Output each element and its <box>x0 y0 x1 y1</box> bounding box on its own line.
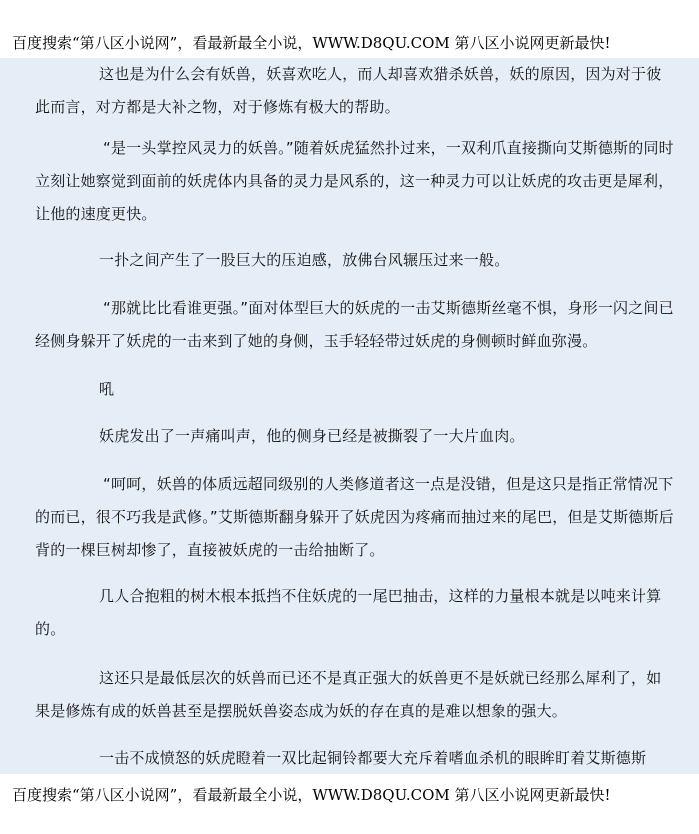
paragraph-7: “呵呵，妖兽的体质远超同级别的人类修道者这一点是没错，但是这只是指正常情况下的而已，很不巧我是武修。”艾斯德斯翻身躲开了妖虎因为疼痛而抽过来的尾巴，但是艾斯德斯后背的一棵巨树却惨了，直接被妖虎的一击给抽断了。 <box>35 475 674 559</box>
paragraph-3: 一扑之间产生了一股巨大的压迫感，放佛台风辗压过来一般。 <box>99 251 510 269</box>
chapter-content <box>0 58 699 774</box>
paragraph-2: “是一头掌控风灵力的妖兽。”随着妖虎猛然扑过来，一双利爪直接撕向艾斯德斯的同时立刻让她察觉到面前的妖虎体内具备的灵力是风系的，这一种灵力可以让妖虎的攻击更是犀利，让他的速度更快。 <box>35 139 674 223</box>
paragraph-6: 妖虎发出了一声痛叫声，他的侧身已经是被撕裂了一大片血肉。 <box>99 427 525 445</box>
paragraph-4: “那就比比看谁更强。”面对体型巨大的妖虎的一击艾斯德斯丝毫不惧，身形一闪之间已经侧身躲开了妖虎的一击来到了她的身侧，玉手轻轻带过妖虎的身侧顿时鲜血弥漫。 <box>35 299 674 350</box>
bottom-ad-banner: 百度搜索“第八区小说网”，看最新最全小说，WWW.D8QU.COM 第八区小说网更新最快! <box>0 780 699 810</box>
paragraph-9: 这还只是最低层次的妖兽而已还不是真正强大的妖兽更不是妖就已经那么犀利了，如果是修炼有成的妖兽甚至是摆脱妖兽姿态成为妖的存在真的是难以想象的强大。 <box>35 669 662 720</box>
paragraph-10: 一击不成愤怒的妖虎瞪着一双比起铜铃都要大充斥着嗜血杀机的眼眸盯着艾斯德斯 <box>99 749 647 767</box>
paragraph-1: 这也是为什么会有妖兽，妖喜欢吃人，而人却喜欢猎杀妖兽，妖的原因，因为对于彼此而言，对方都是大补之物，对于修炼有极大的帮助。 <box>35 65 662 116</box>
paragraph-8: 几人合抱粗的树木根本抵挡不住妖虎的一尾巴抽击，这样的力量根本就是以吨来计算的。 <box>35 587 662 638</box>
paragraph-5: 吼 <box>99 380 115 398</box>
top-ad-banner: 百度搜索“第八区小说网”，看最新最全小说，WWW.D8QU.COM 第八区小说网更新最快! <box>0 28 699 58</box>
